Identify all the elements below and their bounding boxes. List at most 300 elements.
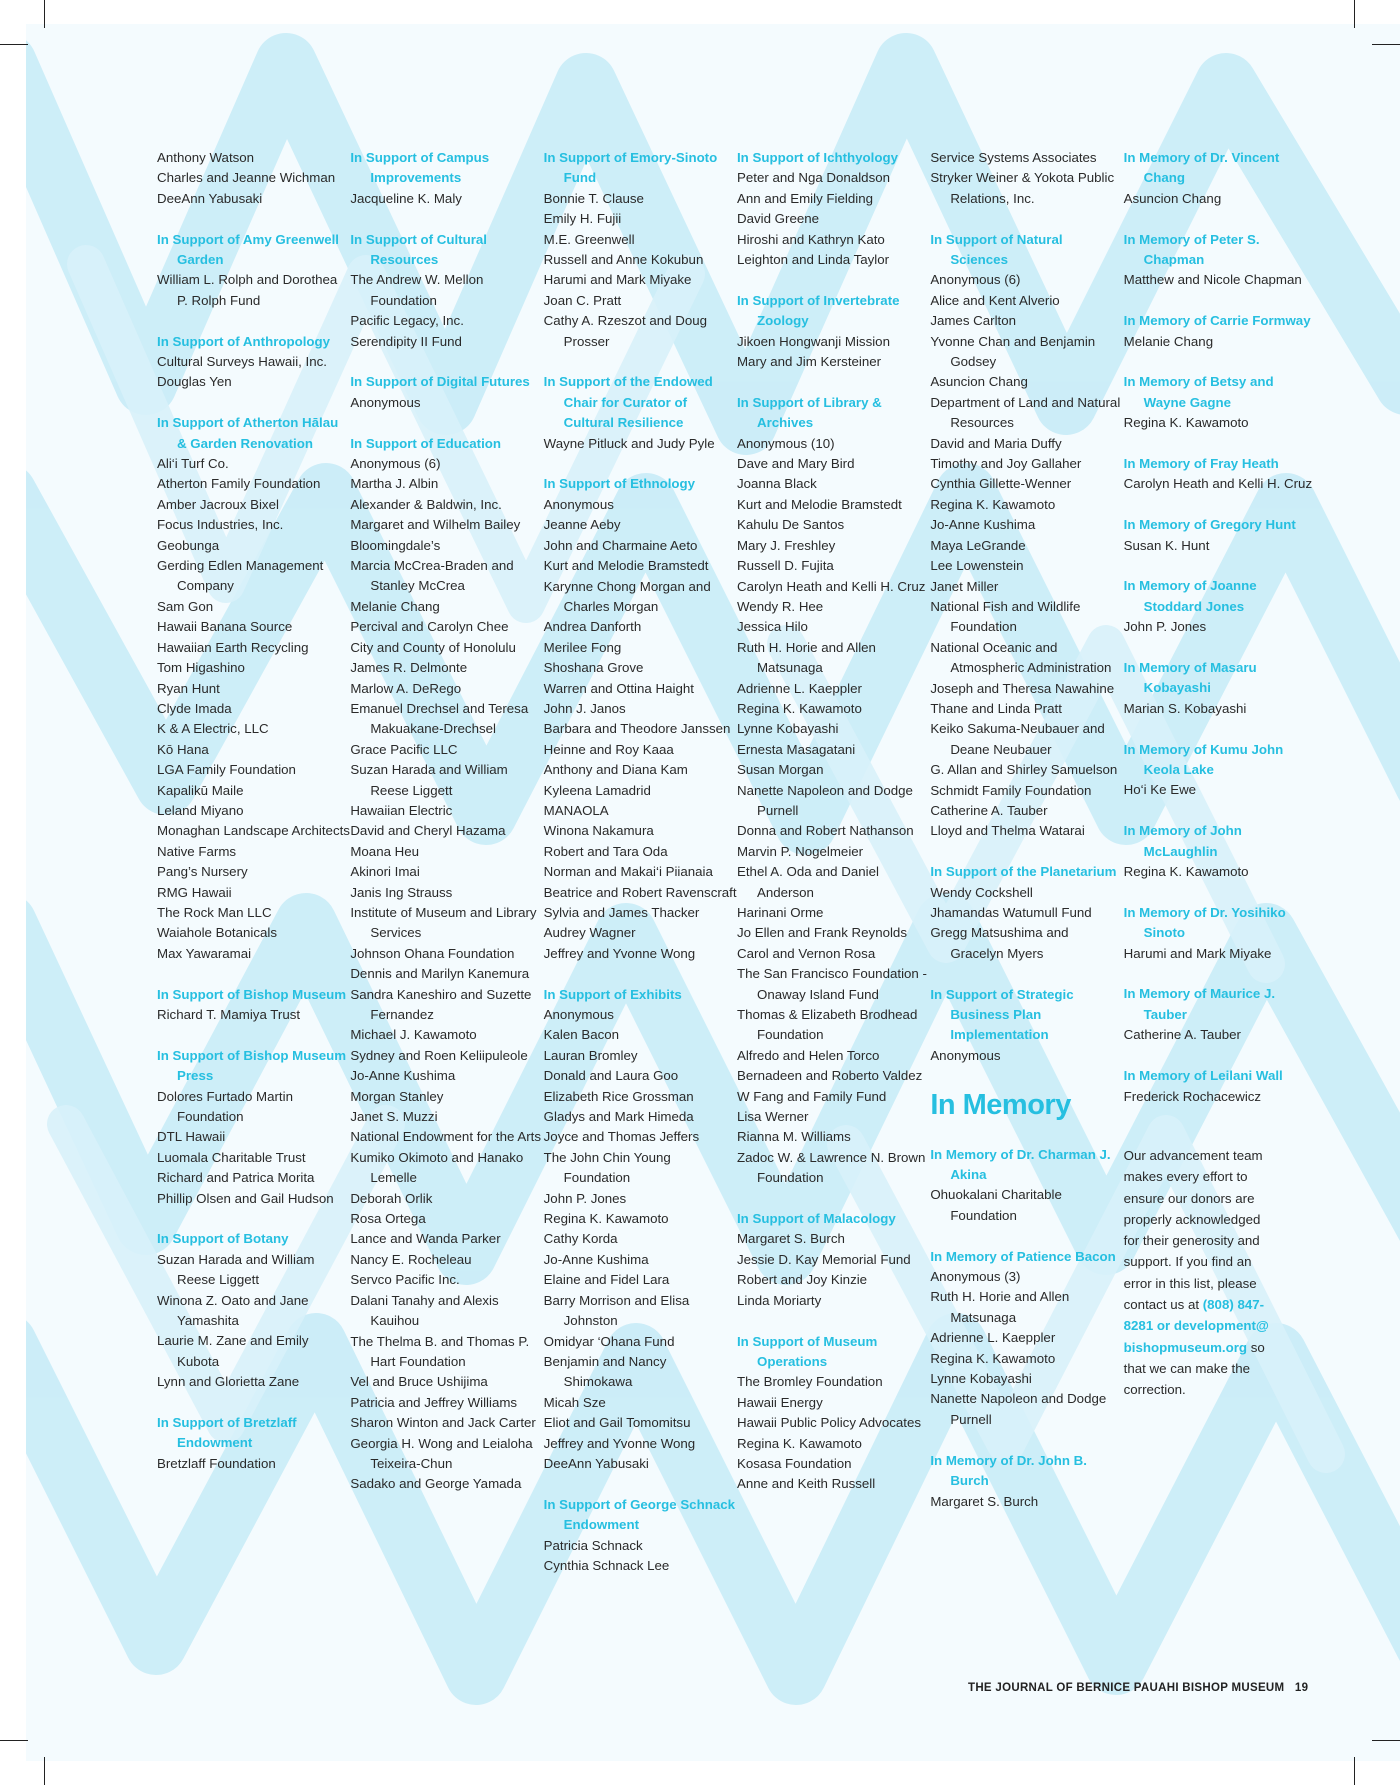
donor-name: Kalen Bacon [543,1027,620,1043]
donor-name: Serendipity II Fund [350,333,462,349]
group-heading: In Memory of Dr. John B. Burch [930,1452,1087,1489]
donor-name: Jacqueline K. Maly [350,190,462,206]
donor-name: LGA Family Foundation [157,762,296,778]
donor-name: Kapalikū Maile [157,782,244,798]
donor-name: Native Farms [157,843,237,859]
donor-name: Wayne Pitluck and Judy Pyle [543,435,715,451]
donor-name: Regina K. Kawamoto [1123,415,1249,431]
group-heading: In Memory of Peter S. Chapman [1123,231,1260,268]
donor-group [544,474,737,964]
donor-name: Michael J. Kawamoto [350,1027,477,1043]
donor-name: Ohuokalani Charitable Foundation [930,1187,1062,1223]
donor-group [930,862,1123,964]
donor-name: Heinne and Roy Kaaa [543,741,674,757]
donor-name: Micah Sze [543,1394,606,1410]
donor-name: Hawaii Energy [736,1394,823,1410]
donor-name: Marlow A. DeRego [350,680,462,696]
donor-group [1124,740,1317,801]
group-heading: In Memory of Patience Bacon [930,1248,1116,1264]
donor-name: Patricia and Jeffrey Williams [350,1394,518,1410]
donor-name: Adrienne L. Kaeppler [930,1330,1056,1346]
group-heading: In Memory of Joanne Stoddard Jones [1123,578,1257,614]
donor-name: Robert and Joy Kinzie [736,1272,868,1288]
donor-column-1 [157,148,350,1628]
donor-group [157,413,350,964]
donor-name: Jeffrey and Yvonne Wong [543,1435,696,1451]
donor-name: Ernesta Masagatani [736,741,856,757]
donor-name: Audrey Wagner [543,925,636,941]
group-heading: In Memory of Fray Heath [1123,456,1279,472]
donor-name: James Carlton [930,313,1017,329]
donor-group [1124,372,1317,433]
donor-name: Kahulu De Santos [736,517,845,533]
donor-columns [157,148,1317,1628]
donor-name: MANAOLA [543,802,609,818]
donor-name: Hawaiian Earth Recycling [157,639,309,655]
donor-name: Beatrice and Robert Ravenscraft [543,884,737,900]
donor-name: Peter and Nga Donaldson [736,170,891,186]
donor-name: Robert and Tara Oda [543,843,668,859]
donor-name: Lloyd and Thelma Watarai [930,823,1085,839]
donor-group [1124,903,1317,964]
donor-name: Ali‘i Turf Co. [157,456,229,472]
donor-name: Georgia H. Wong and Leialoha Teixeira-Chun [350,1435,533,1471]
donor-group [930,148,1123,209]
donor-name: Bonnie T. Clause [543,190,644,206]
donor-name: Adrienne L. Kaeppler [736,680,862,696]
donor-group [737,148,930,270]
donor-name: Ryan Hunt [157,680,220,696]
donor-name: Sam Gon [157,598,214,614]
donor-name: Charles and Jeanne Wichman [157,170,336,186]
donor-name: Nancy E. Rocheleau [350,1251,472,1267]
donor-name: Thomas & Elizabeth Brodhead Foundation [736,1007,918,1043]
donor-name: The Bromley Foundation [736,1374,883,1390]
donor-name: Regina K. Kawamoto [1123,864,1249,880]
group-heading: In Support of Library & Archives [736,394,882,431]
donor-group [157,1413,350,1474]
donor-group [1124,576,1317,637]
group-heading: In Support of Bretzlaff Endowment [157,1415,297,1451]
donor-name: Lisa Werner [736,1109,809,1125]
donor-name: Bloomingdale’s [350,537,441,553]
magazine-page [26,24,1400,1761]
donor-name: Jessie D. Kay Memorial Fund [736,1251,911,1267]
group-heading: In Memory of Betsy and Wayne Gagne [1123,374,1274,410]
donor-name: Harinani Orme [736,905,824,920]
donor-name: Warren and Ottina Haight [543,680,694,696]
donor-name: The Andrew W. Mellon Foundation [350,272,484,308]
group-heading: In Memory of John McLaughlin [1123,823,1242,859]
donor-name: DeeAnn Yabusaki [543,1455,649,1471]
donor-name: National Oceanic and Atmospheric Administration [930,639,1112,676]
donor-name: Grace Pacific LLC [350,741,458,757]
donor-name: RMG Hawaii [157,884,232,900]
group-heading: In Support of Cultural Resources [350,231,487,268]
donor-name: Catherine A. Tauber [1123,1027,1241,1043]
donor-name: Timothy and Joy Gallaher [930,456,1082,472]
donor-name: Anonymous [350,394,421,410]
donor-name: Carolyn Heath and Kelli H. Cruz [736,578,926,594]
donor-name: Jo-Anne Kushima [930,517,1036,533]
donor-name: Asuncion Chang [1123,190,1222,206]
donor-name: Regina K. Kawamoto [736,1435,862,1451]
donor-name: Department of Land and Natural Resources [930,394,1121,431]
donor-name: Gladys and Mark Himeda [543,1109,694,1125]
group-heading: In Memory of Leilani Wall [1123,1068,1283,1084]
donor-name: Hawaii Banana Source [157,619,293,635]
donor-name: Ethel A. Oda and Daniel Anderson [736,864,879,900]
donor-name: Morgan Stanley [350,1088,444,1104]
donor-name: W Fang and Family Fund [736,1088,887,1104]
donor-name: DeeAnn Yabusaki [157,190,263,206]
donor-name: Omidyar ‘Ohana Fund [543,1333,675,1349]
donor-name: Lee Lowenstein [930,558,1024,574]
group-heading: In Support of Amy Greenwell Garden [157,231,339,268]
donor-name: Russell and Anne Kokubun [543,252,704,268]
donor-name: Cathy Korda [543,1231,618,1247]
donor-name: Gregg Matsushima and Gracelyn Myers [930,925,1069,961]
donor-group [1124,984,1317,1045]
donor-group [544,148,737,352]
group-heading: In Support of Museum Operations [736,1333,878,1369]
donor-name: Bretzlaff Foundation [157,1455,276,1471]
crop-mark-top-right-v [1354,0,1355,28]
donor-name: Cynthia Gillette-Wenner [930,476,1072,492]
donor-name: Elaine and Fidel Lara [543,1272,670,1288]
donor-name: Suzan Harada and William Reese Liggett [350,762,508,798]
donor-name: Melanie Chang [1123,333,1214,349]
donor-name: Jeanne Aeby [543,517,621,533]
donor-name: The John Chin Young Foundation [543,1149,671,1186]
donor-name: Kosasa Foundation [736,1455,852,1471]
crop-mark-top-right-h [1372,44,1400,45]
donor-name: Janet Miller [930,578,999,594]
donor-name: Laurie M. Zane and Emily Kubota [157,1333,309,1369]
note-text: Our advancement team makes every effort to ensure our donors are properly acknowledged for their generosity and support. If you find an error in this list, please contact us at [1123,1147,1263,1312]
donor-name: Monaghan Landscape Architects [157,823,350,839]
donor-name: Joan C. Pratt [543,292,622,308]
section-title: In Memory [930,1088,1071,1121]
donor-name: Keiko Sakuma-Neubauer and Deane Neubauer [930,721,1105,757]
group-heading: In Support of Natural Sciences [930,231,1063,268]
donor-group [930,1145,1123,1227]
donor-name: Service Systems Associates [930,150,1097,165]
group-heading: In Support of the Planetarium [930,864,1117,880]
donor-name: Cynthia Schnack Lee [543,1557,670,1573]
donor-group [737,291,930,373]
donor-group [350,434,543,1495]
donor-name: Richard and Patrica Morita [157,1170,315,1186]
donor-name: Anthony and Diana Kam [543,762,688,778]
donor-name: Anonymous [543,1007,614,1023]
donor-name: Andrea Danforth [543,619,642,635]
donor-group [930,230,1123,842]
donor-name: Vel and Bruce Ushijima [350,1374,488,1390]
donor-group [1124,515,1317,556]
group-heading: In Support of George Schnack Endowment [543,1496,736,1533]
donor-name: Asuncion Chang [930,374,1028,390]
donor-name: Jikoen Hongwanji Mission [736,333,890,349]
donor-name: Regina K. Kawamoto [930,496,1056,512]
donor-name: Anthony Watson [157,150,255,165]
donor-name: Barbara and Theodore Janssen [543,721,731,737]
donor-name: Matthew and Nicole Chapman [1123,272,1302,288]
group-heading: In Support of Campus Improvements [350,150,490,186]
donor-name: Dalani Tanahy and Alexis Kauihou [350,1292,499,1329]
donor-name: The Thelma B. and Thomas P. Hart Foundation [350,1333,530,1369]
donor-group [1124,821,1317,882]
donor-name: Anonymous (6) [930,272,1021,288]
donor-name: Joanna Black [736,476,817,492]
donor-name: Johnson Ohana Foundation [350,945,515,961]
donor-column-5 [930,148,1123,1628]
donor-name: Hiroshi and Kathryn Kato [736,231,885,247]
donor-name: Marian S. Kobayashi [1123,700,1247,716]
donor-group [350,148,543,209]
donor-name: Jo Ellen and Frank Reynolds [736,925,907,941]
donor-name: Carolyn Heath and Kelli H. Cruz [1123,476,1313,492]
donor-name: Kyleena Lamadrid [543,782,651,798]
donor-name: Tom Higashino [157,660,245,676]
donor-name: Kumiko Okimoto and Hanako Lemelle [350,1149,524,1186]
crop-mark-bottom-right-v [1354,1757,1355,1785]
donor-column-6 [1124,148,1317,1628]
donor-name: Nanette Napoleon and Dodge Purnell [736,782,913,818]
donor-name: Cathy A. Rzeszot and Doug Prosser [543,313,708,349]
donor-group [157,1046,350,1209]
donor-name: Janet S. Muzzi [350,1109,438,1125]
donor-name: Susan Morgan [736,762,824,778]
donor-name: Alfredo and Helen Torco [736,1047,880,1063]
donor-name: Phillip Olsen and Gail Hudson [157,1190,334,1206]
donor-group [930,1247,1123,1431]
donor-name: John P. Jones [543,1190,627,1206]
donor-name: Institute of Museum and Library Services [350,904,537,941]
group-heading: In Memory of Dr. Vincent Chang [1123,150,1280,186]
donor-name: Emanuel Drechsel and Teresa Makuakane-Drechsel [350,700,529,737]
donor-name: Marvin P. Nogelmeier [736,843,864,859]
group-heading: In Support of Exhibits [543,986,682,1002]
group-heading: In Memory of Kumu John Keola Lake [1123,741,1284,778]
donor-name: John and Charmaine Aeto [543,537,698,553]
donor-column-4 [737,148,930,1628]
note-text-end: so that we can make the correction. [1123,1339,1265,1398]
donor-name: Gerding Edlen Management Company [157,558,324,594]
group-heading: In Support of Ichthyology [736,150,899,165]
donor-name: Kurt and Melodie Bramstedt [736,496,902,512]
donor-name: David and Maria Duffy [930,435,1062,451]
donor-name: Merilee Fong [543,639,622,655]
group-heading: In Support of Emory-Sinoto Fund [543,150,718,186]
group-heading: In Support of Atherton Hālau & Garden Renovation [157,415,339,451]
donor-name: Shoshana Grove [543,660,644,676]
group-heading: In Support of the Endowed Chair for Curator of Cultural Resilience [543,374,713,431]
donor-name: Lynne Kobayashi [930,1371,1032,1387]
contact-info: (808) 847-8281 or development@ bishopmuseum.org [1123,1296,1269,1355]
donor-name: Carol and Vernon Rosa [736,945,876,961]
donor-name: Margaret and Wilhelm Bailey [350,517,521,533]
donor-name: Percival and Carolyn Chee [350,619,509,635]
donor-name: Amber Jacroux Bixel [157,496,279,512]
donor-name: Lance and Wanda Parker [350,1231,501,1247]
donor-name: William L. Rolph and Dorothea P. Rolph Fund [157,272,338,308]
group-heading: In Support of Invertebrate Zoology [736,292,900,329]
donor-name: Zadoc W. & Lawrence N. Brown Foundation [736,1149,926,1186]
donor-name: Jo-Anne Kushima [543,1251,649,1267]
donor-group [544,1495,737,1577]
donor-column-2 [350,148,543,1628]
donor-name: Janis Ing Strauss [350,884,453,900]
donor-name: Maya LeGrande [930,537,1026,553]
donor-name: Donna and Robert Nathanson [736,823,914,839]
group-heading: In Support of Bishop Museum Press [157,1047,347,1084]
group-heading: In Memory of Maurice J. Tauber [1123,986,1276,1022]
donor-name: John J. Janos [543,700,626,716]
donor-name: Alexander & Baldwin, Inc. [350,496,502,512]
donor-group [1124,148,1317,209]
group-heading: In Support of Anthropology [157,333,331,349]
donor-name: John P. Jones [1123,619,1207,635]
donor-name: Ruth H. Horie and Allen Matsunaga [736,639,876,676]
page-footer [968,1682,1308,1694]
group-heading: In Support of Education [350,435,502,451]
donor-name: DTL Hawaii [157,1129,226,1145]
donor-name: Ruth H. Horie and Allen Matsunaga [930,1289,1070,1325]
donor-name: Kurt and Melodie Bramstedt [543,558,709,574]
donor-name: The San Francisco Foundation - Onaway Island Fund [736,966,927,1002]
donor-group [544,372,737,454]
donor-name: Sharon Winton and Jack Carter [350,1415,536,1431]
donor-name: Rosa Ortega [350,1211,426,1227]
donor-name: David Greene [736,211,820,227]
donor-name: Wendy Cockshell [930,884,1033,900]
donor-name: K & A Electric, LLC [157,721,269,737]
donor-name: Winona Nakamura [543,823,654,839]
donor-name: Pang’s Nursery [157,864,248,880]
donor-name: Joseph and Theresa Nawahine [930,680,1115,696]
donor-name: Lynne Kobayashi [736,721,839,737]
donor-group [157,985,350,1026]
donor-name: Jessica Hilo [736,619,808,635]
donor-name: Emily H. Fujii [543,211,622,227]
group-heading: In Memory of Carrie Formway [1123,313,1311,329]
crop-mark-bottom-left-h [0,1740,28,1741]
donor-name: Dave and Mary Bird [736,456,855,472]
correction-note [1124,1145,1274,1401]
group-heading: In Support of Bishop Museum [157,986,347,1002]
donor-name: Nanette Napoleon and Dodge Purnell [930,1391,1107,1427]
donor-name: Marcia McCrea-Braden and Stanley McCrea [350,558,514,594]
donor-name: Jhamandas Watumull Fund [930,905,1092,920]
donor-group [930,1451,1123,1512]
donor-name: Hawaii Public Policy Advocates [736,1415,922,1431]
donor-name: National Endowment for the Arts [350,1129,542,1145]
group-heading: In Support of Strategic Business Plan Implementation [930,986,1074,1043]
donor-name: Russell D. Fujita [736,558,834,574]
donor-name: Bernadeen and Roberto Valdez [736,1068,923,1084]
donor-name: Harumi and Mark Miyake [543,272,692,288]
donor-name: Donald and Laura Goo [543,1068,679,1084]
donor-name: M.E. Greenwell [543,231,635,247]
donor-group [157,148,350,209]
donor-name: Wendy R. Hee [736,598,824,614]
donor-name: Karynne Chong Morgan and Charles Morgan [543,578,711,614]
donor-name: Akinori Imai [350,864,420,880]
donor-name: Lynn and Glorietta Zane [157,1374,300,1390]
donor-name: Sylvia and James Thacker [543,905,700,920]
donor-group [1124,1066,1317,1107]
donor-name: Ann and Emily Fielding [736,190,873,206]
crop-mark-top-left-v [44,0,45,28]
donor-name: Norman and Makai‘i Piianaia [543,864,713,880]
donor-group [737,1209,930,1311]
group-heading: In Support of Botany [157,1231,289,1247]
donor-name: Linda Moriarty [736,1292,822,1308]
group-heading: In Memory of Masaru Kobayashi [1123,660,1257,696]
donor-group [157,332,350,393]
donor-name: The Rock Man LLC [157,904,272,920]
donor-name: Schmidt Family Foundation [930,782,1092,798]
donor-name: Alice and Kent Alverio [930,292,1060,308]
donor-name: Dennis and Marilyn Kanemura [350,966,530,982]
donor-name: Margaret S. Burch [930,1493,1039,1509]
donor-name: Barry Morrison and Elisa Johnston [543,1292,690,1329]
donor-name: David and Cheryl Hazama [350,823,506,839]
donor-name: Deborah Orlik [350,1190,433,1206]
donor-name: Margaret S. Burch [736,1231,845,1247]
group-heading: In Support of Digital Futures [350,374,530,390]
donor-name: Anonymous (10) [736,435,835,451]
donor-name: Ho‘i Ke Ewe [1123,782,1197,798]
donor-name: Focus Industries, Inc. [157,517,284,533]
donor-name: Harumi and Mark Miyake [1123,945,1272,961]
donor-name: Stryker Weiner & Yokota Public Relations, Inc. [930,170,1115,206]
donor-name: Servco Pacific Inc. [350,1272,460,1288]
journal-title: THE JOURNAL OF BERNICE PAUAHI BISHOP MUSEUM [968,1682,1285,1694]
donor-name: Eliot and Gail Tomomitsu [543,1415,691,1431]
donor-group [157,230,350,312]
donor-name: Sandra Kaneshiro and Suzette Fernandez [350,986,532,1023]
donor-name: Atherton Family Foundation [157,476,321,492]
donor-group [930,985,1123,1067]
donor-name: Winona Z. Oato and Jane Yamashita [157,1292,309,1329]
group-heading: In Support of Ethnology [543,476,696,492]
donor-name: Mary J. Freshley [736,537,836,553]
group-heading: In Memory of Dr. Yosihiko Sinoto [1123,904,1286,941]
donor-name: Regina K. Kawamoto [543,1211,669,1227]
donor-group [737,1332,930,1495]
donor-group [1124,311,1317,352]
donor-name: Catherine A. Tauber [930,802,1048,818]
group-heading: In Support of Malacology [736,1211,896,1227]
donor-name: Lauran Bromley [543,1047,638,1063]
donor-name: Joyce and Thomas Jeffers [543,1129,700,1145]
donor-name: Richard T. Mamiya Trust [157,1007,301,1022]
donor-name: Clyde Imada [157,700,232,716]
donor-name: Anonymous (3) [930,1269,1021,1285]
crop-mark-bottom-left-v [44,1757,45,1785]
donor-name: Yvonne Chan and Benjamin Godsey [930,333,1096,370]
donor-name: Max Yawaramai [157,945,252,961]
group-heading: In Memory of Dr. Charman J. Akina [930,1146,1111,1183]
donor-name: Susan K. Hunt [1123,537,1210,553]
donor-name: Hawaiian Electric [350,802,453,818]
donor-name: Martha J. Albin [350,476,439,492]
donor-name: Luomala Charitable Trust [157,1149,306,1165]
donor-name: Suzan Harada and William Reese Liggett [157,1251,315,1288]
donor-name: Cultural Surveys Hawaii, Inc. [157,354,327,370]
